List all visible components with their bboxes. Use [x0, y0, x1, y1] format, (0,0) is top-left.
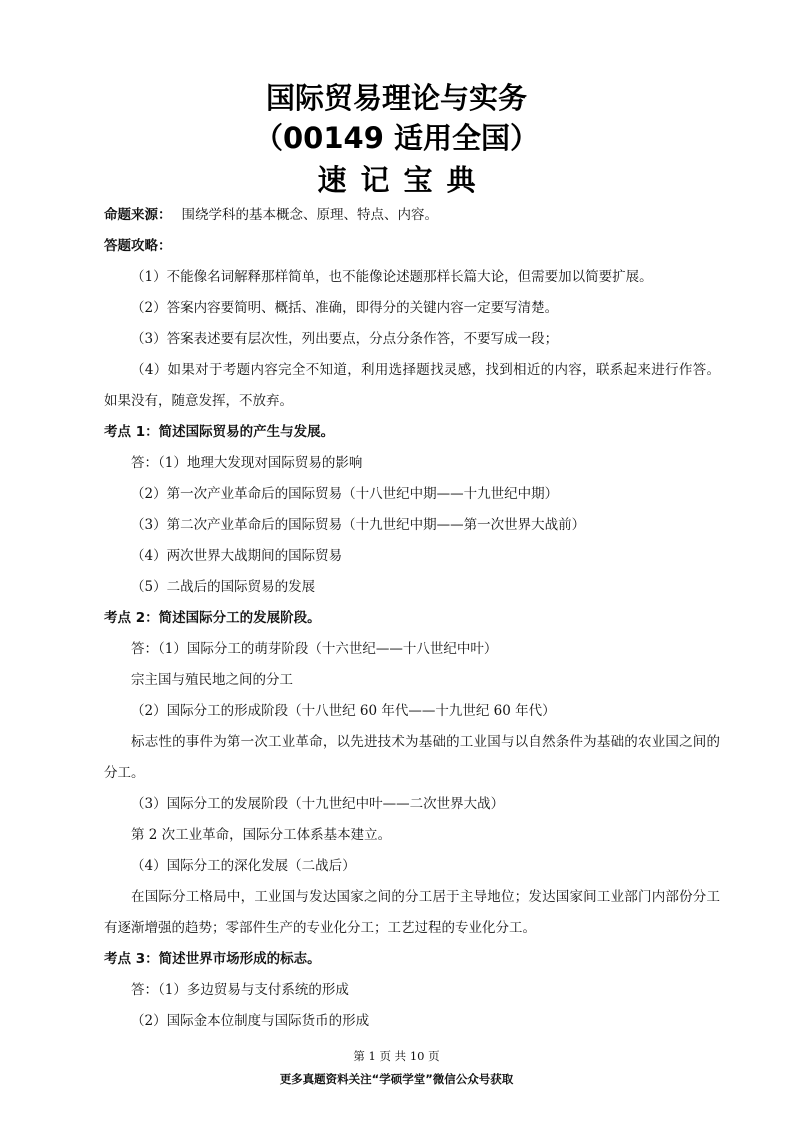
strategy-label: 答题攻略：: [104, 238, 172, 254]
page-number: 第 1 页 共 10 页: [353, 1049, 440, 1063]
document-body: [104, 200, 720, 1037]
point-line: 答：（1）国际分工的萌芽阶段（十六世纪——十八世纪中叶）: [131, 641, 498, 657]
point-line: （3）第二次产业革命后的国际贸易（十九世纪中期——第一次世界大战前）: [131, 517, 586, 533]
point-line: 宗主国与殖民地之间的分工: [131, 672, 293, 688]
point-line: （4）国际分工的深化发展（二战后）: [131, 858, 356, 874]
document-title: 国际贸易理论与实务: [265, 81, 527, 115]
strategy-item: （4）如果对于考题内容完全不知道，利用选择题找灵感，找到相近的内容，联系起来进行作答。如果没有，随意发挥，不放弃。: [104, 362, 720, 409]
point-paragraph: 标志性的事件为第一次工业革命，以先进技术为基础的工业国与以自然条件为基础的农业国之间的分工。: [104, 734, 720, 781]
point-line: （2）国际金本位制度与国际货币的形成: [131, 1013, 370, 1029]
point-line: 答：（1）地理大发现对国际贸易的影响: [131, 455, 363, 471]
source-text: 围绕学科的基本概念、原理、特点、内容。: [181, 207, 438, 223]
point-line: （5）二战后的国际贸易的发展: [131, 579, 316, 595]
point-heading: 考点 3：简述世界市场形成的标志。: [104, 951, 321, 967]
point-line: （2）国际分工的形成阶段（十八世纪 60 年代——十九世纪 60 年代）: [131, 703, 556, 719]
point-line: 答：（1）多边贸易与支付系统的形成: [131, 982, 349, 998]
document-subtitle-quick-notes: 速记宝典: [317, 163, 490, 197]
strategy-item: （3）答案表述要有层次性，列出要点，分点分条作答，不要写成一段；: [131, 331, 559, 347]
point-line: 第 2 次工业革命，国际分工体系基本建立。: [131, 827, 392, 843]
footer-promo: 更多真题资料关注“学硕学堂”微信公众号获取: [279, 1072, 514, 1086]
strategy-item: （1）不能像名词解释那样简单，也不能像论述题那样长篇大论，但需要加以简要扩展。: [131, 269, 653, 285]
strategy-item: （2）答案内容要简明、概括、准确，即得分的关键内容一定要写清楚。: [131, 300, 559, 316]
point-line: （2）第一次产业革命后的国际贸易（十八世纪中期——十九世纪中期）: [131, 486, 559, 502]
point-line: （4）两次世界大战期间的国际贸易: [131, 548, 343, 564]
document-subtitle-course-code: （00149 适用全国）: [254, 121, 539, 155]
point-paragraph: 在国际分工格局中，工业国与发达国家之间的分工居于主导地位；发达国家间工业部门内部份分工有逐渐增强的趋势；零部件生产的专业化分工；工艺过程的专业化分工。: [104, 889, 720, 936]
point-heading: 考点 2：简述国际分工的发展阶段。: [104, 610, 321, 626]
source-label: 命题来源：: [104, 207, 172, 223]
point-line: （3）国际分工的发展阶段（十九世纪中叶——二次世界大战）: [131, 796, 505, 812]
point-heading: 考点 1：简述国际贸易的产生与发展。: [104, 424, 335, 440]
source-line: [104, 200, 720, 231]
